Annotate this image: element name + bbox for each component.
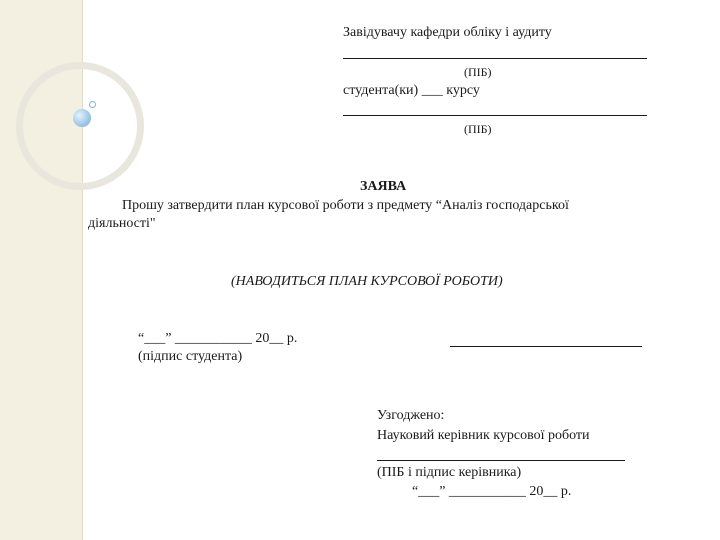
agreed-label: Узгоджено: [377, 408, 445, 423]
document-title: ЗАЯВА [360, 179, 407, 194]
plan-placeholder: (НАВОДИТЬСЯ ПЛАН КУРСОВОЇ РОБОТИ) [231, 274, 503, 289]
pib-caption-1: (ПІБ) [464, 65, 492, 79]
approval-date-line: “___” ___________ 20__ р. [412, 484, 572, 499]
addressee-line: Завідувачу кафедри обліку і аудиту [343, 25, 552, 40]
request-text-line-2: діяльності" [88, 216, 156, 231]
supervisor-caption: (ПІБ і підпис керівника) [377, 465, 522, 480]
name-rule-2 [343, 115, 647, 116]
decorative-small-ring [89, 101, 96, 108]
name-rule-1 [343, 58, 647, 59]
supervisor-signature-rule [377, 460, 625, 461]
supervisor-label: Науковий керівник курсової роботи [377, 428, 590, 443]
student-course-line: студента(ки) ___ курсу [343, 83, 480, 98]
student-signature-caption: (підпис студента) [138, 349, 243, 364]
pib-caption-2: (ПІБ) [464, 122, 492, 136]
student-signature-rule [450, 346, 642, 347]
request-text-line-1: Прошу затвердити план курсової роботи з предмету “Аналіз господарської [122, 198, 569, 213]
student-date-line: “___” ___________ 20__ р. [138, 331, 298, 346]
decorative-dot [73, 109, 91, 127]
